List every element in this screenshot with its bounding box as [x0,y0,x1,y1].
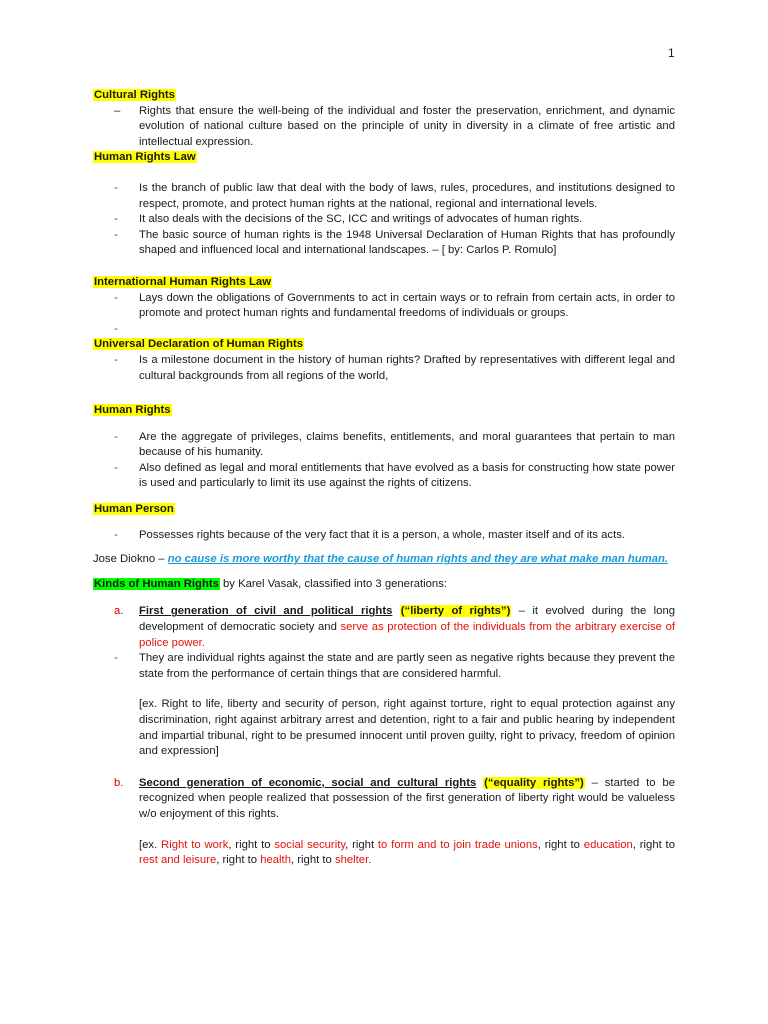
list-item-empty: - [114,322,118,335]
kinds-of-human-rights: Kinds of Human Rights by Karel Vasak, classified into 3 generations: [94,577,447,590]
list-item: - It also deals with the decisions of the SC, ICC and writings of advocates of human rights. [114,213,583,226]
list-item: - Is the branch of public law that deal with the body of laws, rules, procedures, and institutions designed to respect, promote, and protect human rights at the national, regional and international levels. [114,181,675,210]
heading-human-rights-law: Human Rights Law [94,151,196,164]
human-person-list [93,528,675,544]
generation-a: a. First generation of civil and political rights (“liberty of rights”) – it evolved during the long development of democratic society and serve as protection of the individuals from the arbitrary exercise of police power. [114,605,676,649]
list-item: - The basic source of human rights is the 1948 Universal Declaration of Human Rights that has profoundly shaped and influenced local and international landscapes. – [ by: Carlos P. Romulo] [114,228,675,257]
generation-a-example: [ex. Right to life, liberty and security of person, right against torture, right to equal protection against any discrimination, right against arbitrary arrest and detention, right to a fair and public hearing by independent and impartial tribunal, right to be presumed innocent until proven guilty, right to privacy, freedom of opinion and expression] [139,698,675,758]
generation-a-list [93,651,675,682]
heading-human-rights: Human Rights [94,404,171,417]
heading-intl-human-rights-law: Internatiornal Human Rights Law [94,275,271,288]
heading-cultural-rights: Cultural Rights [94,89,175,101]
list-item: - Possesses rights because of the very fact that it is a person, a whole, master itself and of its acts. [114,528,625,541]
human-rights-law-list [93,181,675,259]
list-item: - Lays down the obligations of Governments to act in certain ways or to refrain from certain acts, in order to promote and protect human rights and fundamental freedoms of individuals or groups. [114,291,675,320]
generation-b: b. Second generation of economic, social and cultural rights (“equality rights”) – started to be recognized when people realized that possession of the first generation of liberty right would be valueless w/o enjoyment of this rights. [114,776,675,820]
list-item: - Is a milestone document in the history of human rights? Drafted by representatives with different legal and cultural backgrounds from all regions of the world, [114,353,675,382]
heading-human-person: Human Person [94,503,174,516]
list-item: – Rights that ensure the well-being of the individual and foster the preservation, enrichment, and dynamic evolution of national culture based on the principle of unity in diversity in a climate of free artistic and intellectual expression. [114,104,675,148]
cultural-rights-list [93,104,675,151]
list-item: - Also defined as legal and moral entitlements that have evolved as a basis for constructing how state power is used and particularly to limit its use against the rights of citizens. [114,461,675,490]
heading-udhr: Universal Declaration of Human Rights [94,338,304,351]
list-item: - They are individual rights against the state and are partly seen as negative rights because they prevent the state from the performance of certain things that are considered harmful. [114,652,675,680]
generation-b-example: [ex. Right to work, right to social security, right to form and to join trade unions, right to education, right to rest and leisure, right to health, right to shelter. [139,838,675,867]
diokno-quote: Jose Diokno – no cause is more worthy that the cause of human rights and they are what make man human. [93,553,669,566]
document-body [93,88,675,869]
human-rights-list [93,430,675,492]
list-item: - Are the aggregate of privileges, claims benefits, entitlements, and moral guarantees that pertain to man because of his humanity. [114,430,675,459]
intl-human-rights-law-list [93,291,675,338]
page-number: 1 [668,46,675,60]
udhr-list [93,353,675,384]
